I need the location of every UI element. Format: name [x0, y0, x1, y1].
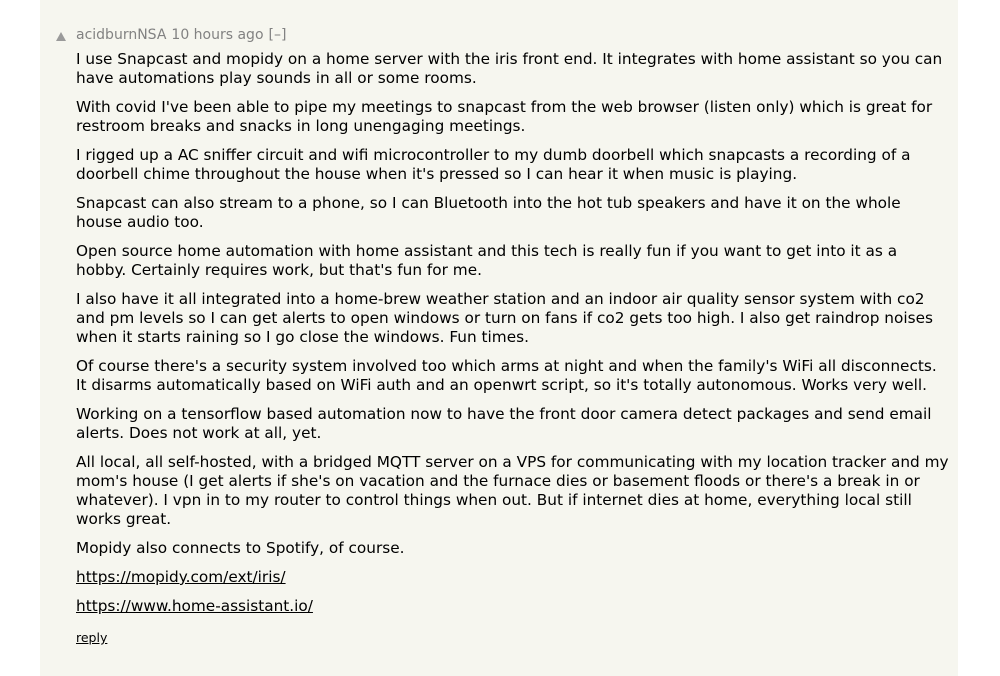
- comment-paragraph: Of course there's a security system involved too which arms at night and when the family's WiFi all disconnects. It disarms automatically based on WiFi auth and an openwrt script, so it's totally autonomous. Works very well.: [76, 357, 937, 394]
- comment-paragraph: Snapcast can also stream to a phone, so I can Bluetooth into the hot tub speakers and have it on the whole house audio too.: [76, 194, 901, 231]
- link-home-assistant[interactable]: https://www.home-assistant.io/: [76, 597, 313, 615]
- comment-paragraph: Open source home automation with home assistant and this tech is really fun if you want to get into it as a hobby. Certainly requires work, but that's fun for me.: [76, 242, 898, 279]
- comment-paragraph: I use Snapcast and mopidy on a home server with the iris front end. It integrates with home assistant so you can have automations play sounds in all or some rooms.: [76, 50, 943, 87]
- comment-age[interactable]: 10 hours ago: [171, 27, 264, 43]
- comment-page: [40, 0, 958, 676]
- comment-paragraph: Working on a tensorflow based automation now to have the front door camera detect packages and send email alerts. Does not work at all, yet.: [76, 405, 932, 442]
- comment-paragraph: All local, all self-hosted, with a bridged MQTT server on a VPS for communicating with my location tracker and my mom's house (I get alerts if she's on vacation and the furnace dies or basement floods or there's a break in or whatever). I vpn in to my router to control things when out. But if internet dies at home, everything local still works great.: [76, 453, 949, 528]
- comment-paragraph: With covid I've been able to pipe my meetings to snapcast from the web browser (listen only) which is great for restroom breaks and snacks in long unengaging meetings.: [76, 98, 933, 135]
- comment-paragraph: Mopidy also connects to Spotify, of course.: [76, 539, 405, 557]
- comment-paragraph: I rigged up a AC sniffer circuit and wifi microcontroller to my dumb doorbell which snapcasts a recording of a doorbell chime throughout the house when it's pressed so I can hear it when music is playing.: [76, 146, 911, 183]
- comment-link-row: [76, 568, 950, 587]
- comment-link-row: [76, 597, 950, 616]
- reply-link[interactable]: reply: [76, 630, 108, 645]
- upvote-arrow-icon[interactable]: [56, 32, 66, 41]
- comment-header: [56, 24, 286, 46]
- comment-paragraph: I also have it all integrated into a home-brew weather station and an indoor air quality sensor system with co2 and pm levels so I can get alerts to open windows or turn on fans if co2 gets too high. I also get raindrop noises when it starts raining so I go close the windows. Fun times.: [76, 290, 933, 346]
- link-mopidy-iris[interactable]: https://mopidy.com/ext/iris/: [76, 568, 286, 586]
- comment-body: [76, 50, 950, 647]
- comment-author[interactable]: acidburnNSA: [76, 27, 167, 43]
- collapse-toggle[interactable]: [–]: [268, 27, 287, 43]
